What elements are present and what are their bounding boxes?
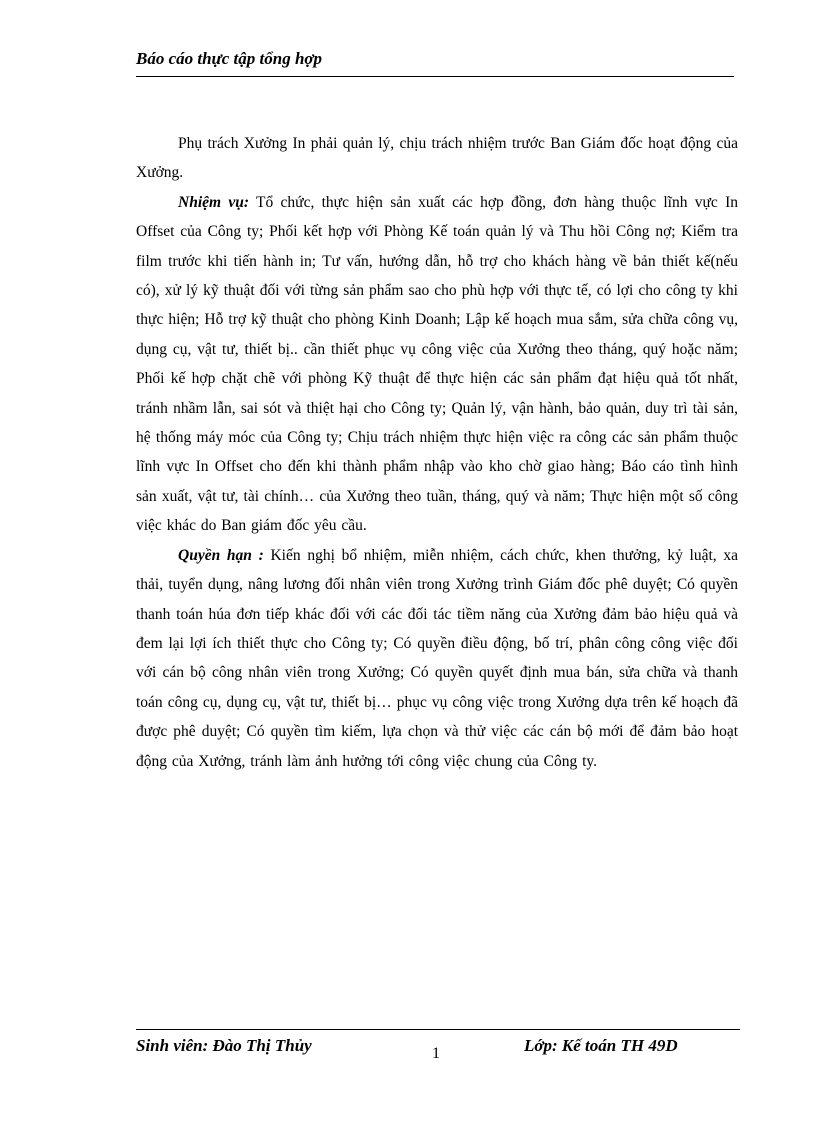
running-header-title: Báo cáo thực tập tổng hợp — [136, 49, 323, 68]
page-number: 1 — [432, 1045, 440, 1062]
powers-text: Kiến nghị bổ nhiệm, miễn nhiệm, cách chức, khen thưởng, kỷ luật, xa thải, tuyển dụng, nâng lương đối nhân viên trong Xưởng trình Giám đốc phê duyệt; Có quyền thanh toán húa đơn tiếp khác đối với các đối tác tiềm năng của Xưởng đảm bảo hiệu quả và đem lại lợi ích thiết thực cho Công ty; Có quyền điều động, bố trí, phân công công việc đối với cán bộ công nhân viên trong Xưởng; Có quyền quyết định mua bán, sửa chữa và thanh toán công cụ, dụng cụ, vật tư, thiết bị… phục vụ công việc trong Xưởng dựa trên kế hoạch đã được phê duyệt; Có quyền tìm kiếm, lựa chọn và thử việc các cán bộ mới để đảm bảo hoạt động của Xưởng, tránh làm ảnh hưởng tới công việc chung của Công ty. — [136, 546, 738, 770]
header-divider — [136, 76, 734, 77]
footer-class-name: Lớp: Kế toán TH 49D — [524, 1036, 678, 1055]
powers-paragraph — [136, 541, 738, 776]
document-body — [136, 129, 738, 776]
duties-text: Tổ chức, thực hiện sản xuất các hợp đồng, đơn hàng thuộc lĩnh vực In Offset của Công ty; Phối kết hợp với Phòng Kế toán quản lý và Thu hồi Công nợ; Kiểm tra film trước khi tiến hành in; Tư vấn, hướng dẫn, hỗ trợ cho khách hàng về bản thiết kế(nếu có), xử lý kỹ thuật đối với từng sản phẩm sao cho phù hợp với thực tế, có lợi cho công ty khi thực hiện; Hỗ trợ kỹ thuật cho phòng Kinh Doanh; Lập kế hoạch mua sắm, sửa chữa công vụ, dụng cụ, vật tư, thiết bị.. cần thiết phục vụ công việc của Xưởng theo tháng, quý hoặc năm; Phối kế hợp chặt chẽ với phòng Kỹ thuật để thực hiện các sản phẩm đạt hiệu quả tốt nhất, tránh nhầm lẫn, sai sót và thiệt hại cho Công ty; Quản lý, vận hành, bảo quản, duy trì tài sản, hệ thống máy móc của Công ty; Chịu trách nhiệm thực hiện việc ra công các sản phẩm thuộc lĩnh vực In Offset cho đến khi thành phẩm nhập vào kho chờ giao hàng; Báo cáo tình hình sản xuất, vật tư, tài chính… của Xưởng theo tuần, tháng, quý và năm; Thực hiện một số công việc khác do Ban giám đốc yêu cầu. — [136, 193, 739, 535]
duties-paragraph — [136, 188, 738, 541]
duties-label: Nhiệm vụ: — [178, 193, 250, 211]
intro-paragraph: Phụ trách Xưởng In phải quản lý, chịu trách nhiệm trước Ban Giám đốc hoạt động của Xưởng. — [136, 135, 738, 182]
footer-student-name: Sinh viên: Đào Thị Thủy — [136, 1036, 312, 1055]
footer-divider — [136, 1029, 740, 1030]
powers-label: Quyền hạn : — [178, 546, 264, 564]
